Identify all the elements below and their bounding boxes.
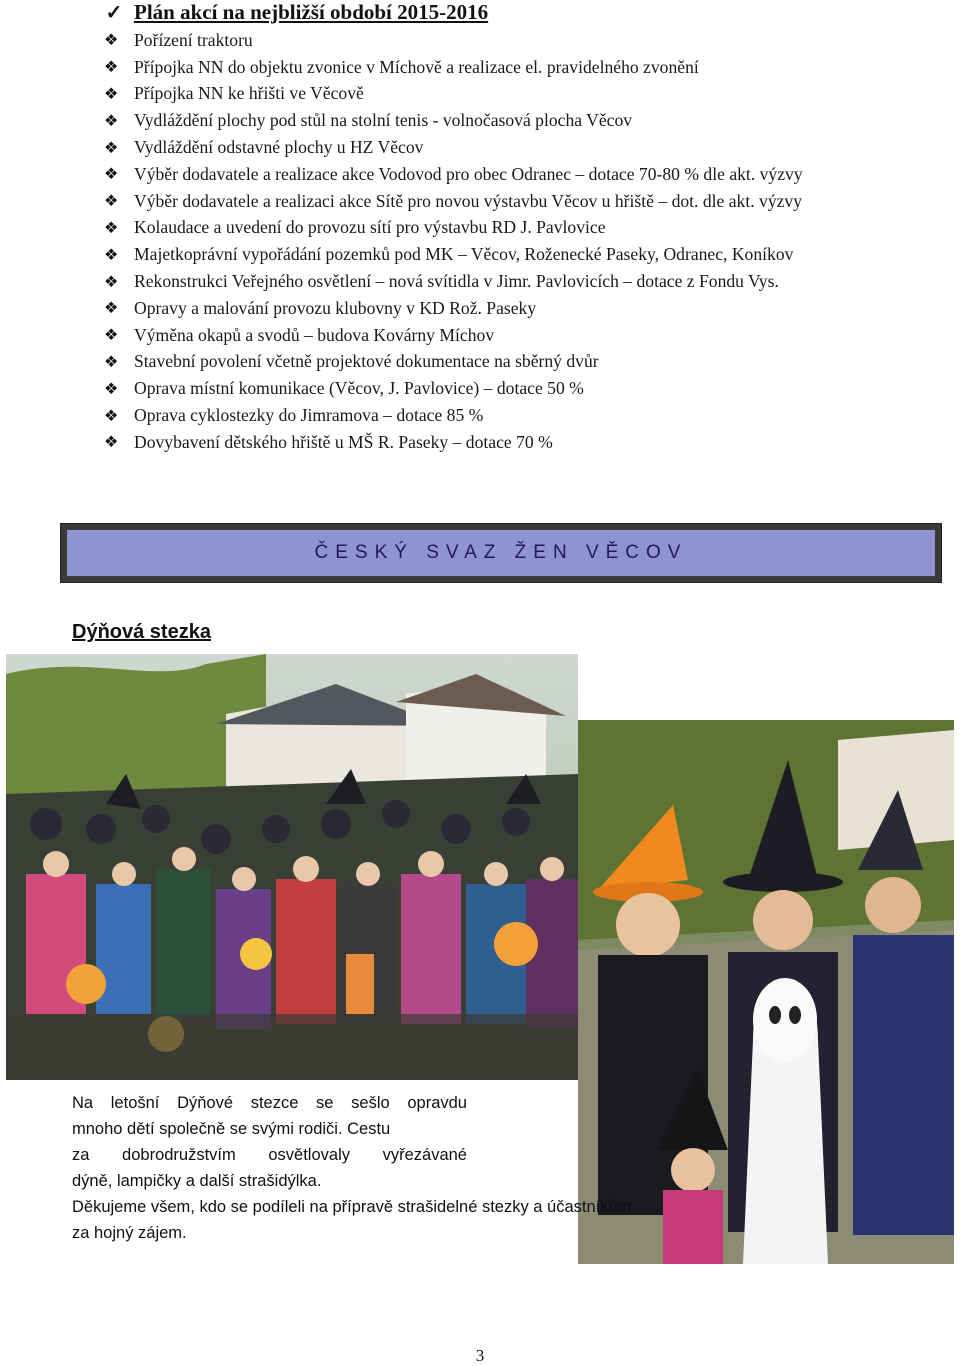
- text-line: dýně, lampičky a další strašidýlka.: [72, 1172, 322, 1190]
- article-text: [72, 1090, 631, 1246]
- plan-heading: [104, 0, 488, 24]
- diamond-bullet-icon: ❖: [104, 139, 119, 157]
- diamond-bullet-icon: ❖: [104, 434, 119, 452]
- diamond-bullet-icon: ❖: [104, 380, 119, 398]
- list-item: ❖ Výběr dodavatele a realizace akce Vodovod pro obec Odranec – dotace 70-80 % dle akt. výzvy: [104, 163, 803, 184]
- diamond-bullet-icon: ❖: [104, 327, 119, 345]
- diamond-bullet-icon: ❖: [104, 85, 119, 103]
- diamond-bullet-icon: ❖: [104, 246, 119, 264]
- diamond-bullet-icon: ❖: [104, 353, 119, 371]
- page-number: 3: [475, 1346, 485, 1365]
- plan-title: Plán akcí na nejbližší období 2015-2016: [134, 0, 489, 24]
- banner-title: ČESKÝ SVAZ ŽEN VĚCOV: [67, 530, 935, 576]
- list-item: ❖ Kolaudace a uvedení do provozu sítí pro výstavbu RD J. Pavlovice: [104, 217, 606, 238]
- diamond-bullet-icon: ❖: [104, 112, 119, 130]
- text-line: Děkujeme všem, kdo se podíleli na přípravě strašidelné stezky a účastníkům: [72, 1198, 632, 1216]
- list-item: ❖ Vydláždění plochy pod stůl na stolní tenis - volnočasová plocha Věcov: [104, 110, 633, 131]
- list-item: ❖ Výměna okapů a svodů – budova Kovárny Míchov: [104, 324, 495, 345]
- diamond-bullet-icon: ❖: [104, 193, 119, 211]
- diamond-bullet-icon: ❖: [104, 300, 119, 318]
- list-item: ❖ Majetkoprávní vypořádání pozemků pod MK – Věcov, Roženecké Paseky, Odranec, Koníkov: [104, 244, 794, 265]
- photo-witches-ghost: [578, 720, 954, 1264]
- article-title: Dýňová stezka: [72, 621, 211, 643]
- list-item: ❖ Oprava místní komunikace (Věcov, J. Pavlovice) – dotace 50 %: [104, 378, 584, 399]
- diamond-bullet-icon: ❖: [104, 407, 119, 425]
- photo-children-lanterns: [6, 654, 578, 1080]
- diamond-bullet-icon: ❖: [104, 32, 119, 50]
- list-item: ❖ Opravy a malování provozu klubovny v KD Rož. Paseky: [104, 297, 537, 318]
- diamond-bullet-icon: ❖: [104, 273, 119, 291]
- list-item: ❖ Vydláždění odstavné plochy u HZ Věcov: [104, 137, 424, 158]
- list-item: ❖ Oprava cyklostezky do Jimramova – dotace 85 %: [104, 405, 484, 426]
- checkmark-icon: ✓: [105, 1, 123, 24]
- list-item: ❖ Přípojka NN ke hřišti ve Věcově: [104, 83, 364, 104]
- text-line: za dobrodružstvím osvětlovaly vyřezávané: [72, 1146, 467, 1164]
- list-item: ❖ Přípojka NN do objektu zvonice v Míchově a realizace el. pravidelného zvonění: [104, 56, 699, 77]
- section-banner: [60, 523, 942, 583]
- list-item: ❖ Dovybavení dětského hřiště u MŠ R. Paseky – dotace 70 %: [104, 431, 553, 452]
- list-item: ❖ Rekonstrukci Veřejného osvětlení – nová svítidla v Jimr. Pavlovicích – dotace z Fondu Vys.: [104, 271, 779, 292]
- text-line: mnoho dětí společně se svými rodiči. Cestu: [72, 1120, 391, 1138]
- text-line: Na letošní Dýňové stezce se sešlo opravdu: [72, 1094, 467, 1112]
- list-item: ❖ Výběr dodavatele a realizaci akce Sítě pro novou výstavbu Věcov u hřiště – dot. dle akt. výzvy: [104, 190, 803, 211]
- text-line: za hojný zájem.: [72, 1224, 187, 1242]
- diamond-bullet-icon: ❖: [104, 166, 119, 184]
- diamond-bullet-icon: ❖: [104, 59, 119, 77]
- list-item: ❖ Stavební povolení včetně projektové dokumentace na sběrný dvůr: [104, 351, 599, 372]
- plan-list: [104, 27, 954, 456]
- list-item: ❖ Pořízení traktoru: [104, 29, 253, 50]
- diamond-bullet-icon: ❖: [104, 219, 119, 237]
